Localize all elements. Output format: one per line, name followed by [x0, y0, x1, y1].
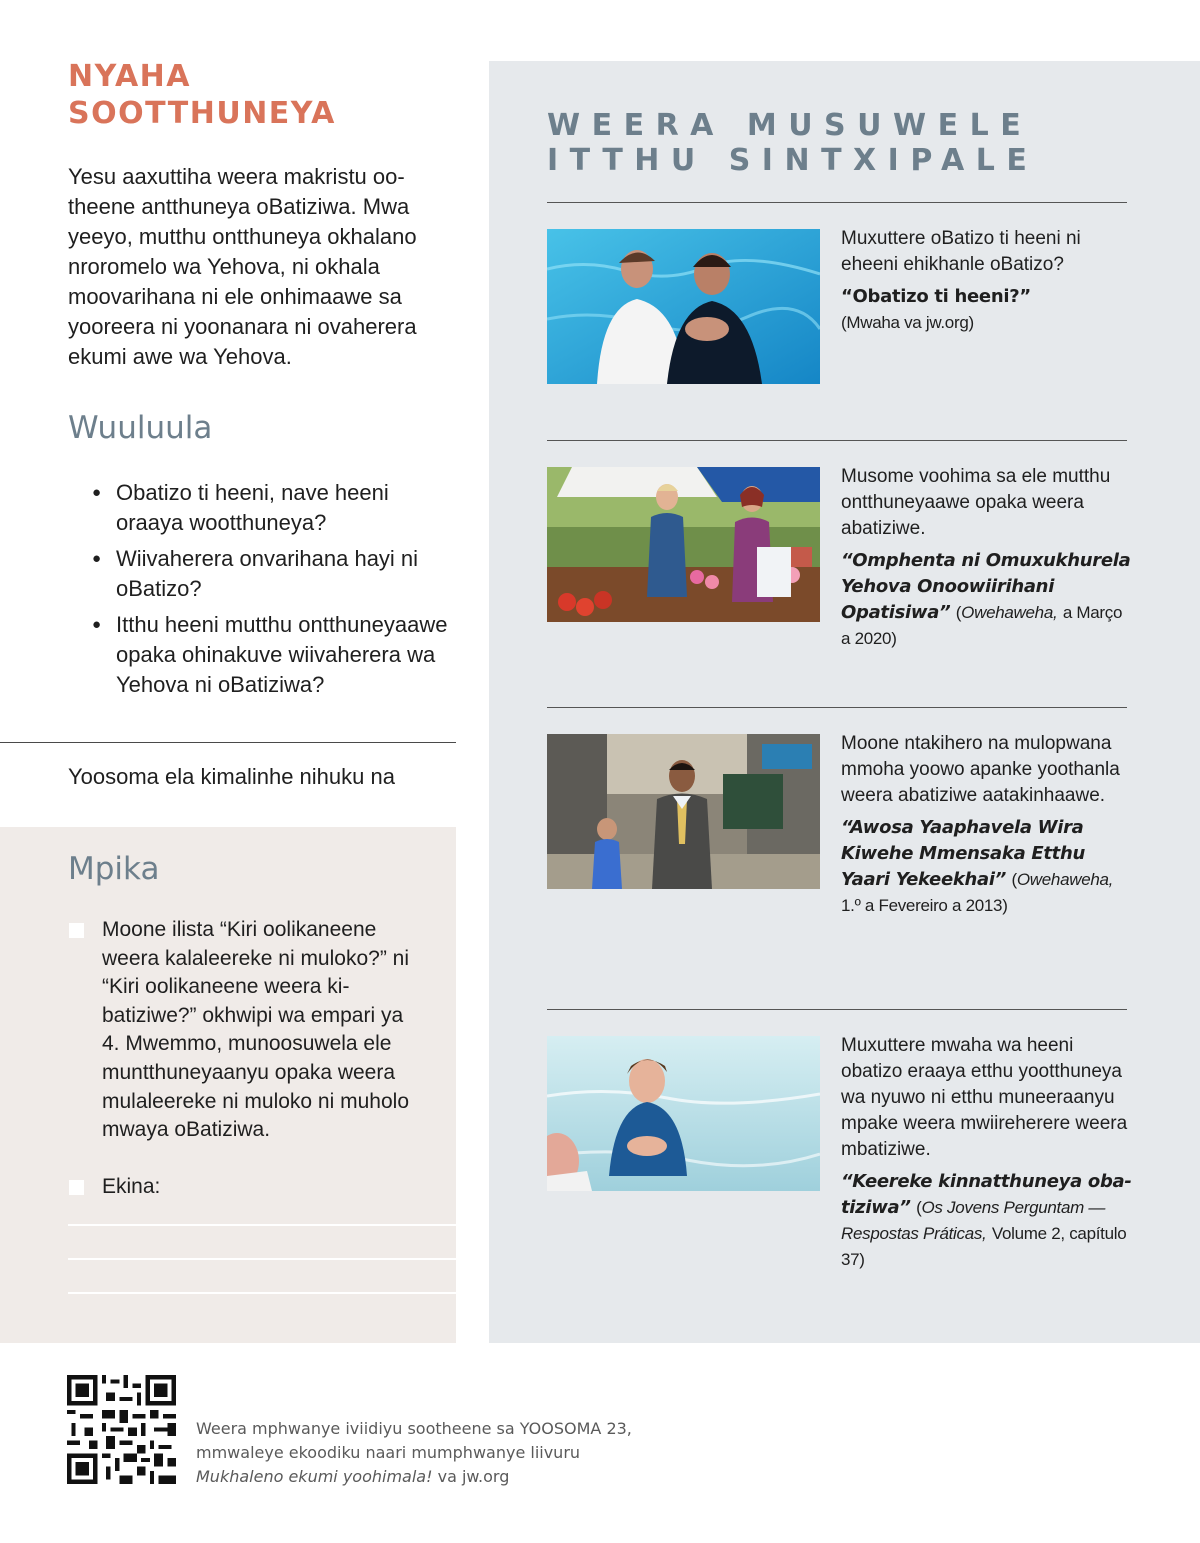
writing-line[interactable] [68, 1224, 456, 1226]
checkbox[interactable] [69, 1180, 84, 1195]
goal-task-text: Moone ilista “Kiri oolikaneene weera kalaleereke ni muloko?” ni “Kiri oolikaneene weera kibatiziwe?” okhwipi wa empari ya 4. Mwemmo, munoosuwela ele muntthuneyaanyu opaka weera mulaleereke ni muloko ni muholo mwaya oBatiziwa. [102, 918, 409, 1142]
resource-source-title: Owehaweha, [1016, 870, 1114, 889]
resource-title: “Awosa Yaaphavela Wira Kiwehe Mmensaka Etthu Yaari Yekeekhai” [841, 817, 1086, 890]
checkbox[interactable] [69, 923, 84, 938]
divider [547, 440, 1127, 441]
resource-source-date: a Março a 2020) [841, 603, 1123, 648]
intro-paragraph: Yesu aaxuttiha weera makristu ootheene antthuneya oBatiziwa. Mwa yeeyo, mutthu ontthuneya okhalano nroromelo wa Yehova, ni okhala moovarihana ni ele onhimaawe sa yooreera ni yoonanara ni ovaherera ekumi awe wa Yehova. [68, 164, 417, 369]
resource-source-title: Os Jovens Perguntam — Respostas Práticas, [841, 1198, 1106, 1243]
resource-source-date: Volume 2, capítulo 37) [841, 1224, 1127, 1269]
review-questions [92, 478, 452, 706]
market-witnessing-photo [547, 467, 820, 622]
writing-line[interactable] [68, 1258, 456, 1260]
resources-title-line-1: WEERA MUSUWELE [547, 108, 1033, 143]
divider [547, 707, 1127, 708]
other-goal-label: Ekina: [102, 1175, 161, 1198]
resource-reference[interactable]: “Omphenta ni Omuxukhurela Yehova Onoowiirihani Opatisiwa” (Owehaweha, a Março a 2020) [841, 550, 1131, 648]
section-title [68, 58, 336, 132]
baptism-pool-photo [547, 229, 820, 384]
studied-date-label: Yoosoma ela kimalinhe nihuku na [68, 764, 395, 789]
footer-note [196, 1417, 632, 1489]
resource-description: Muxuttere oBatizo ti heeni ni eheeni ehikhanle oBatizo? [841, 228, 1081, 275]
resource-reference[interactable] [841, 284, 1133, 336]
resource-title: “Obatizo ti heeni?” [841, 286, 1031, 307]
title-line-1: NYAHA [68, 59, 192, 94]
divider [0, 742, 456, 743]
resources-title [547, 108, 1038, 178]
divider [547, 1009, 1127, 1010]
young-woman-baptism-photo [547, 1036, 820, 1191]
resources-title-line-2: ITTHU SINTXIPALE [547, 143, 1039, 178]
review-question: ● Obatizo ti heeni, nave heeni oraaya wootthuneya? [92, 478, 452, 538]
footer-line-3 [196, 1465, 632, 1489]
footer-line-2: mmwaleye ekoodiku naari mumphwanye liivuru [196, 1443, 581, 1462]
resource-description: Moone ntakihero na mulopwana mmoha yoowo apanke yoothanla weera abatiziwe aatakinhaawe. [841, 733, 1120, 806]
resource-item [841, 464, 1133, 652]
resource-title: “Omphenta ni Omuxukhurela Yehova Onoowiirihani Opatisiwa” [841, 550, 1131, 623]
resource-item [841, 226, 1133, 336]
resource-item [841, 1033, 1133, 1273]
writing-line[interactable] [68, 1292, 456, 1294]
resource-description: Muxuttere mwaha wa heeni obatizo eraaya etthu yootthuneya wa nyuwo ni etthu muneeraanyu mpake weera mwiireherere weera mbatiziwe. [841, 1035, 1128, 1160]
review-question: ● Itthu heeni mutthu ontthuneyaawe opaka ohinakuve wiivaherera wa Yehova ni oBatiziwa? [92, 610, 452, 700]
review-heading: Wuuluula [68, 410, 213, 446]
city-street-man-photo [547, 734, 820, 889]
resource-reference[interactable]: “Awosa Yaaphavela Wira Kiwehe Mmensaka Etthu Yaari Yekeekhai” (Owehaweha, 1.º a Fevereiro a 2013) [841, 817, 1114, 915]
resource-reference[interactable]: “Keereke kinnatthuneya obatiziwa” (Os Jovens Perguntam — Respostas Práticas, Volume 2, capítulo 37) [841, 1171, 1132, 1269]
resource-source-date: 1.º a Fevereiro a 2013) [841, 896, 1008, 915]
resource-description: Musome voohima sa ele mutthu ontthuneyaawe opaka weera abatiziwe. [841, 466, 1111, 539]
resource-item [841, 731, 1133, 919]
resource-title: “Keereke kinnatthuneya obatiziwa” [841, 1171, 1132, 1218]
review-question: ● Wiivaherera onvarihana hayi ni oBatizo? [92, 544, 452, 604]
footer-line-1: Weera mphwanye iviidiyu sootheene sa YOOSOMA 23, [196, 1419, 632, 1438]
qr-code[interactable] [67, 1375, 176, 1484]
resource-source-title: Owehaweha, [961, 603, 1058, 622]
resource-source: (Mwaha va jw.org) [841, 313, 974, 332]
left-column [0, 0, 456, 1343]
title-line-2: SOOTTHUNEYA [68, 96, 336, 131]
goal-heading: Mpika [68, 851, 160, 887]
footer-link[interactable]: va jw.org [437, 1467, 510, 1486]
book-title: Mukhaleno ekumi yoohimala! [196, 1467, 433, 1486]
divider [547, 202, 1127, 203]
